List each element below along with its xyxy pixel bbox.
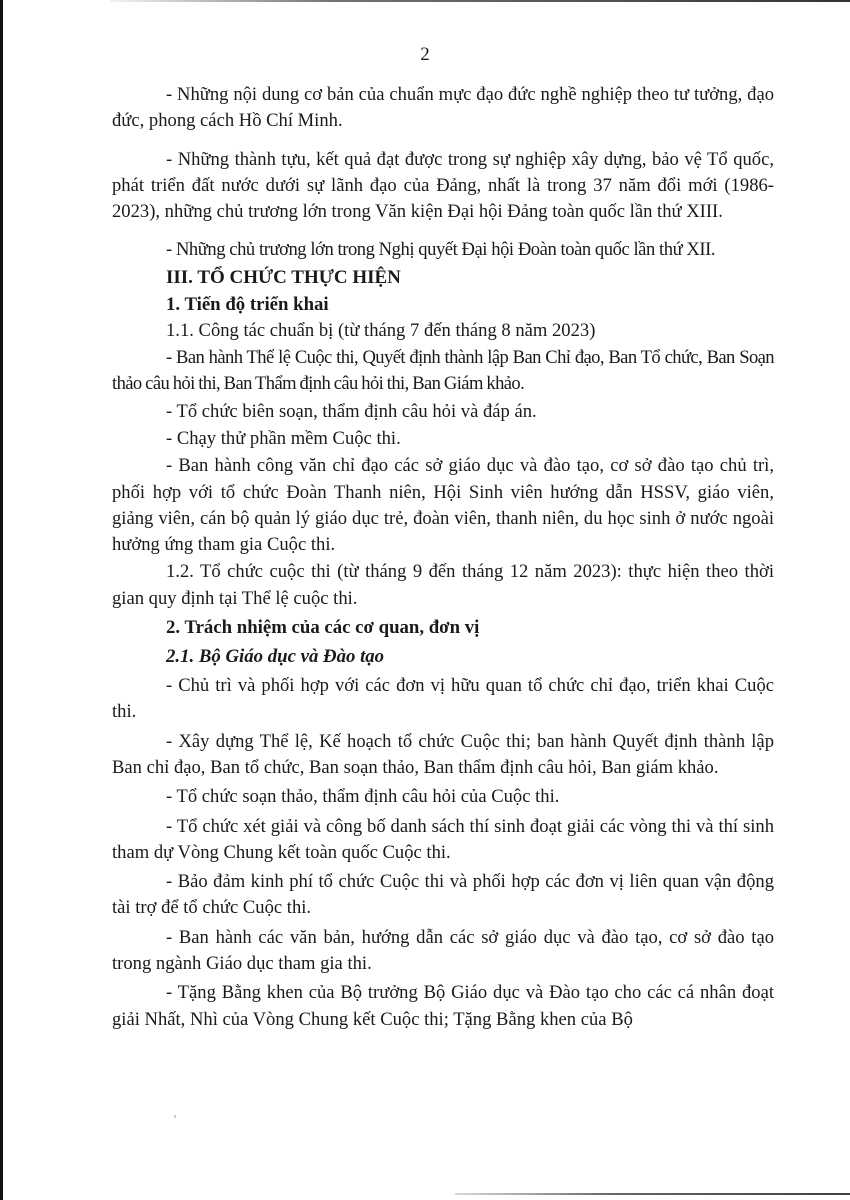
page-number: 2 [420,44,430,65]
paragraph-certificates: - Tặng Bằng khen của Bộ trưởng Bộ Giáo dục và Đào tạo cho các cá nhân đoạt giải Nhất, Nhì của Vòng Chung kết Cuộc thi; Tặng Bằng khen của Bộ [112,982,774,1030]
document-body [112,82,774,1033]
paragraph-issue-directive: - Ban hành công văn chỉ đạo các sở giáo dục và đào tạo, cơ sở đào tạo chủ trì, phối hợp với tổ chức Đoàn Thanh niên, Hội Sinh viên hướng dẫn HSSV, giáo viên, giảng viên, cán bộ quản lý giáo dục trẻ, đoàn viên, thanh niên, du học sinh ở nước ngoài hưởng ứng tham gia Cuộc thi. [112,455,774,556]
paragraph-organize-contest: 1.2. Tổ chức cuộc thi (từ tháng 9 đến tháng 12 năm 2023): thực hiện theo thời gian quy định tại Thể lệ cuộc thi. [112,561,774,609]
paragraph-youth-union-resolution: - Những chủ trương lớn trong Nghị quyết Đại hội Đoàn toàn quốc lần thứ XII. [166,239,716,261]
paragraph-draft-questions: - Tổ chức soạn thảo, thẩm định câu hỏi của Cuộc thi. [166,786,560,808]
scan-edge-bottom [455,1193,850,1195]
subheading-ministry-education: 2.1. Bộ Giáo dục và Đào tạo [166,646,385,668]
scan-edge-top [110,0,850,2]
paragraph-build-rules: - Xây dựng Thể lệ, Kế hoạch tổ chức Cuộc thi; ban hành Quyết định thành lập Ban chỉ đạo, Ban tổ chức, Ban soạn thảo, Ban thẩm định câu hỏi, Ban giám khảo. [112,730,774,778]
paragraph-guidance: - Ban hành các văn bản, hướng dẫn các sở giáo dục và đào tạo, cơ sở đào tạo trong ngành Giáo dục tham gia thi. [112,926,774,975]
scan-speck [174,1115,176,1118]
paragraph-funding: - Bảo đảm kinh phí tổ chức Cuộc thi và phối hợp các đơn vị liên quan vận động tài trợ để tổ chức Cuộc thi. [112,871,774,919]
paragraph-compile-questions: - Tổ chức biên soạn, thẩm định câu hỏi và đáp án. [166,400,537,422]
paragraph-preside: - Chủ trì và phối hợp với các đơn vị hữu quan tổ chức chỉ đạo, triển khai Cuộc thi. [112,675,774,723]
section-heading-implementation: III. TỔ CHỨC THỰC HIỆN [166,266,401,288]
paragraph-achievements: - Những thành tựu, kết quả đạt được trong sự nghiệp xây dựng, bảo vệ Tổ quốc, phát triển đất nước dưới sự lãnh đạo của Đảng, nhất là trong 37 năm đổi mới (1986-2023), những chủ trương lớn trong Văn kiện Đại hội Đảng toàn quốc lần thứ XIII. [112,148,774,223]
paragraph-issue-rules: - Ban hành Thể lệ Cuộc thi, Quyết định thành lập Ban Chỉ đạo, Ban Tổ chức, Ban Soạn thảo câu hỏi thi, Ban Thẩm định câu hỏi thi, Ban Giám khảo. [112,347,774,395]
scan-edge-left [0,0,3,1200]
paragraph-test-software: - Chạy thử phần mềm Cuộc thi. [166,427,401,449]
paragraph-award-results: - Tổ chức xét giải và công bố danh sách thí sinh đoạt giải các vòng thi và thí sinh tham dự Vòng Chung kết toàn quốc Cuộc thi. [112,815,774,863]
heading-responsibilities: 2. Trách nhiệm của các cơ quan, đơn vị [166,617,480,639]
heading-timeline: 1. Tiến độ triển khai [166,293,329,315]
paragraph-ethics-content: - Những nội dung cơ bản của chuẩn mực đạo đức nghề nghiệp theo tư tưởng, đạo đức, phong cách Hồ Chí Minh. [112,84,774,132]
paragraph-preparation: 1.1. Công tác chuẩn bị (từ tháng 7 đến tháng 8 năm 2023) [166,319,596,341]
